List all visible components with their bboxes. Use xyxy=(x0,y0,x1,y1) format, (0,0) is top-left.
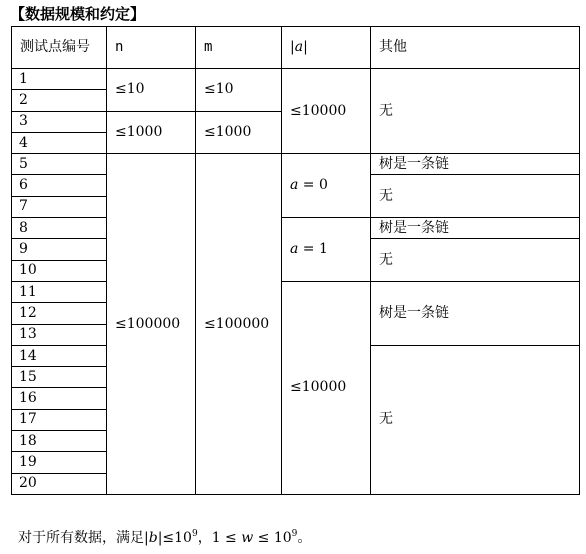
test-id-cell: 16 xyxy=(12,388,107,409)
test-id-cell: 15 xyxy=(12,367,107,388)
a-constraint-cell: ≤10000 xyxy=(282,69,371,154)
other-constraint-cell: 无 xyxy=(371,239,580,282)
constraints-table xyxy=(11,26,580,495)
test-id-cell: 19 xyxy=(12,452,107,473)
other-constraint-cell: 无 xyxy=(371,345,580,494)
footer-prefix: 对于所有数据，满足 xyxy=(18,530,144,546)
test-id-cell: 13 xyxy=(12,324,107,345)
other-constraint-cell: 树是一条链 xyxy=(371,281,580,345)
table-row xyxy=(12,281,580,302)
table-row xyxy=(12,218,580,239)
header-n: n xyxy=(107,27,196,69)
header-m: m xyxy=(196,27,282,69)
header-other: 其他 xyxy=(371,27,580,69)
test-id-cell: 9 xyxy=(12,239,107,260)
header-row xyxy=(12,27,580,69)
m-constraint-cell: ≤1000 xyxy=(196,111,282,154)
section-heading: 【数据规模和约定】 xyxy=(10,5,146,23)
test-id-cell: 6 xyxy=(12,175,107,196)
n-constraint-cell: ≤100000 xyxy=(107,154,196,495)
test-id-cell: 14 xyxy=(12,345,107,366)
test-id-cell: 7 xyxy=(12,196,107,217)
m-constraint-cell: ≤10 xyxy=(196,69,282,112)
test-id-cell: 12 xyxy=(12,303,107,324)
test-id-cell: 1 xyxy=(12,69,107,90)
test-id-cell: 10 xyxy=(12,260,107,281)
a-constraint-cell: a = 0 xyxy=(282,154,371,218)
footer-note xyxy=(18,528,311,548)
m-constraint-cell: ≤100000 xyxy=(196,154,282,495)
table-row xyxy=(12,154,580,175)
test-id-cell: 2 xyxy=(12,90,107,111)
test-id-cell: 8 xyxy=(12,218,107,239)
test-id-cell: 20 xyxy=(12,473,107,494)
header-test-id: 测试点编号 xyxy=(12,27,107,69)
test-id-cell: 3 xyxy=(12,111,107,132)
other-constraint-cell: 无 xyxy=(371,69,580,154)
test-id-cell: 5 xyxy=(12,154,107,175)
n-constraint-cell: ≤1000 xyxy=(107,111,196,154)
a-constraint-cell: ≤10000 xyxy=(282,281,371,494)
test-id-cell: 17 xyxy=(12,409,107,430)
test-id-cell: 4 xyxy=(12,132,107,153)
other-constraint-cell: 无 xyxy=(371,175,580,218)
header-abs-a: |a| xyxy=(282,27,371,69)
test-id-cell: 18 xyxy=(12,431,107,452)
footer-b-constraint: $|b|\le 10^9$ xyxy=(144,529,198,546)
other-constraint-cell: 树是一条链 xyxy=(371,154,580,175)
a-constraint-cell: a = 1 xyxy=(282,218,371,282)
table-row xyxy=(12,69,580,90)
n-constraint-cell: ≤10 xyxy=(107,69,196,112)
footer-w-constraint: $1 \le w \le 10^9$ xyxy=(211,529,298,546)
other-constraint-cell: 树是一条链 xyxy=(371,218,580,239)
footer-separator: ， xyxy=(197,530,212,546)
footer-end: 。 xyxy=(297,530,312,546)
test-id-cell: 11 xyxy=(12,281,107,302)
